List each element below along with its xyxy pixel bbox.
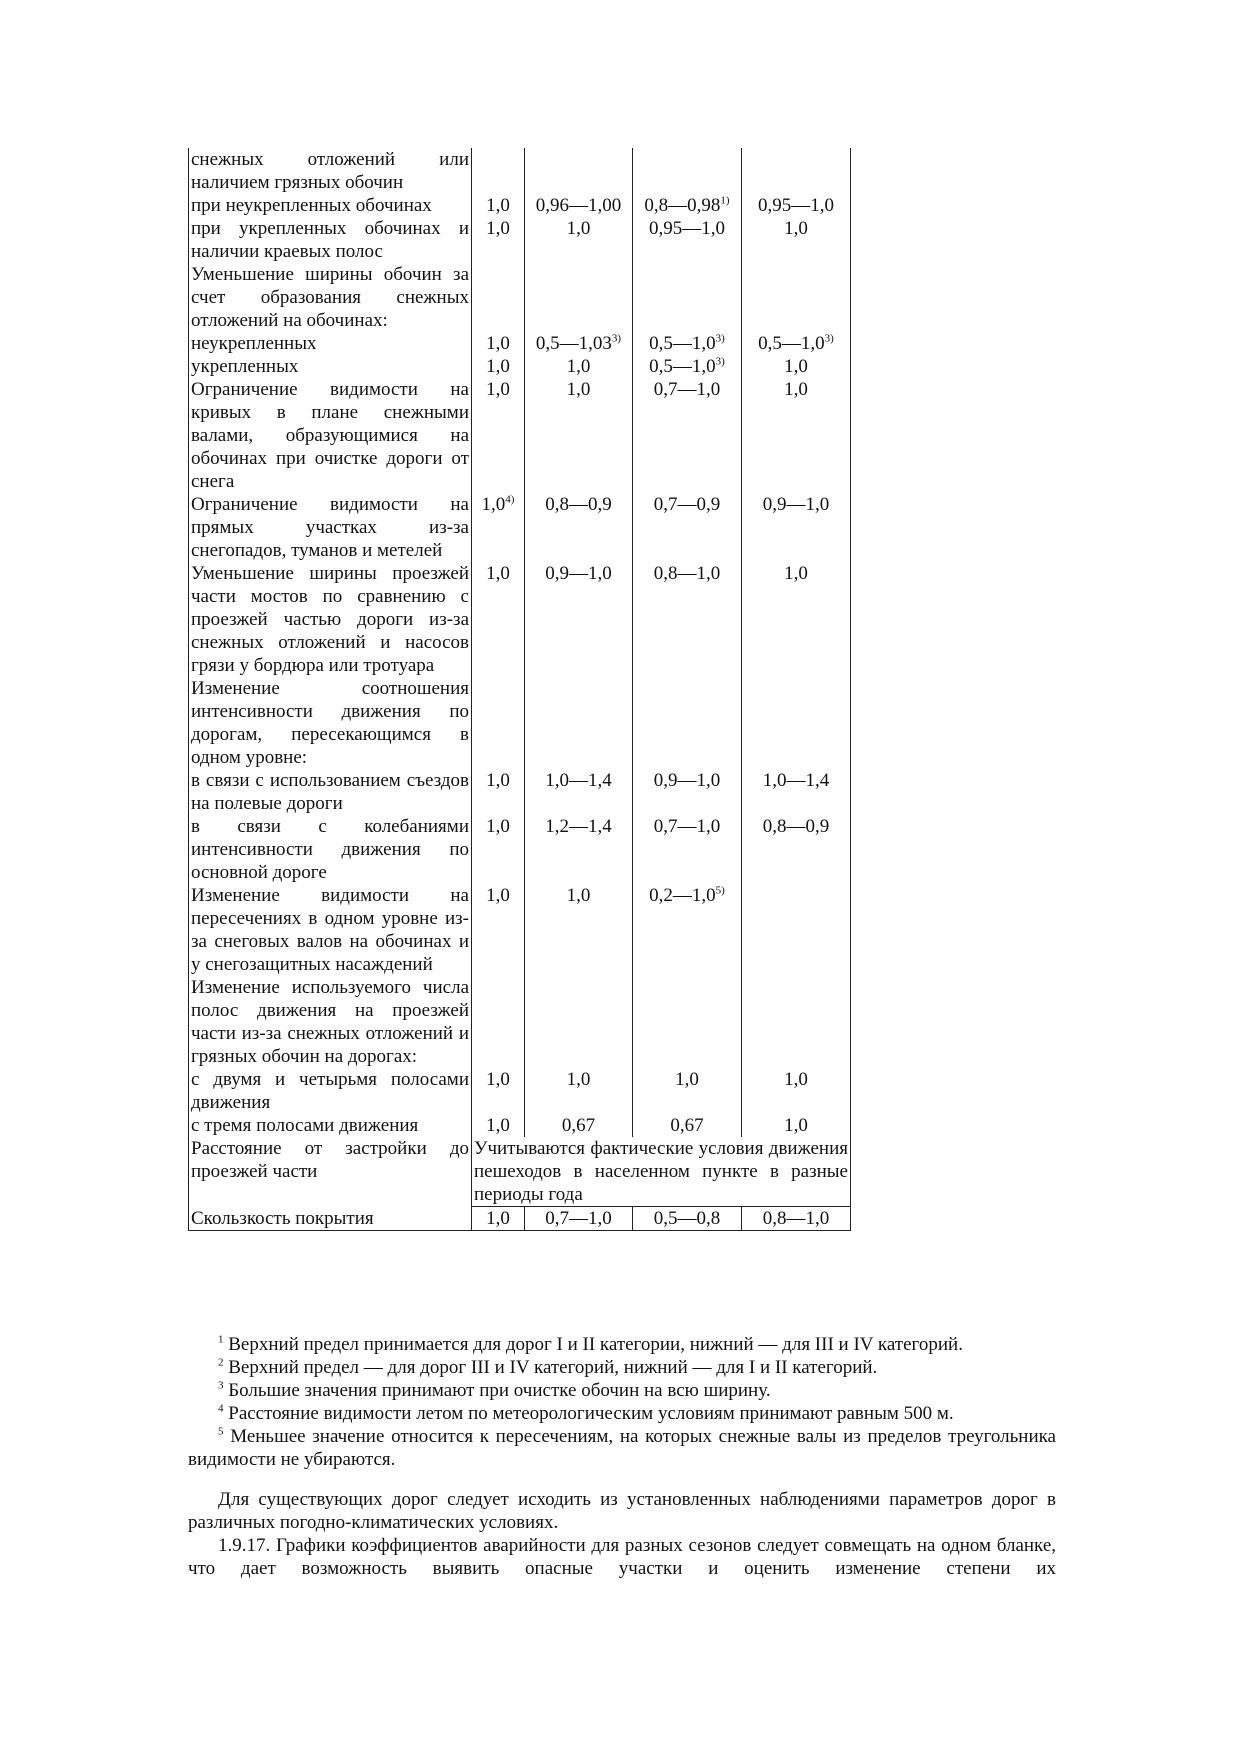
coef-col-1 <box>472 263 525 332</box>
footnote-ref: 1) <box>720 194 730 207</box>
coef-col-3 <box>633 148 742 194</box>
coef-col-1: 1,0 <box>472 815 525 884</box>
footnote-text: Большие значения принимают при очистке обочин на всю ширину. <box>223 1380 771 1401</box>
footnotes <box>188 1333 1056 1471</box>
footnote-ref: 5) <box>715 884 725 897</box>
footnote-ref: 3) <box>824 332 834 345</box>
coef-col-3: 0,9—1,0 <box>633 769 742 815</box>
factor-description: Расстояние от застройки до проезжей части <box>189 1137 472 1207</box>
table-row <box>189 1207 851 1231</box>
footnote-ref: 3) <box>715 355 725 368</box>
coefficients-table <box>188 148 851 1231</box>
footnote-ref: 3) <box>715 332 725 345</box>
factor-description: Уменьшение ширины проезжей части мостов по сравнению с проезжей частью дороги из-за снежных отложений и насосов грязи у бордюра или тротуара <box>189 562 472 677</box>
factor-description: Изменение соотношения интенсивности движения по дорогам, пересекающимся в одном уровне: <box>189 677 472 769</box>
factor-description: с тремя полосами движения <box>189 1114 472 1137</box>
table-row <box>189 884 851 976</box>
factor-description: при укрепленных обочинах и наличии краевых полос <box>189 217 472 263</box>
coef-col-4: 1,0—1,4 <box>742 769 851 815</box>
coef-col-2: 1,0 <box>525 378 633 493</box>
coef-col-4: 0,9—1,0 <box>742 493 851 562</box>
table-row <box>189 1137 851 1207</box>
coef-col-3: 0,5—0,8 <box>633 1207 742 1231</box>
footnote-number: 4 <box>218 1402 224 1415</box>
table-row <box>189 1068 851 1114</box>
factor-description: Изменение видимости на пересечениях в одном уровне из-за снеговых валов на обочинах и у снегозащитных насаждений <box>189 884 472 976</box>
footnote-4 <box>188 1402 1056 1425</box>
table-row <box>189 355 851 378</box>
factor-description: в связи с использованием съездов на полевые дороги <box>189 769 472 815</box>
coef-col-4: 0,5—1,0$^{3)}$ <box>742 332 851 355</box>
footnote-text: Расстояние видимости летом по метеорологическим условиям принимают равным 500 м. <box>223 1403 954 1424</box>
coef-col-4: 1,0 <box>742 1068 851 1114</box>
coef-col-1: 1,0 <box>472 355 525 378</box>
factor-description: неукрепленных <box>189 332 472 355</box>
coef-col-4 <box>742 884 851 976</box>
footnote-number: 5 <box>218 1425 224 1438</box>
coef-col-4: 1,0 <box>742 217 851 263</box>
coef-col-1: 1,0 <box>472 1068 525 1114</box>
paragraph-1-9-17: 1.9.17. Графики коэффициентов аварийности для разных сезонов следует совмещать на одном бланке, что дает возможность выявить опасные участки и оценить изменение степени их <box>188 1535 1056 1579</box>
coef-col-1: 1,0 <box>472 884 525 976</box>
table-row <box>189 677 851 769</box>
coef-col-3: 0,5—1,0$^{3)}$ <box>633 355 742 378</box>
coef-col-3 <box>633 677 742 769</box>
coef-col-3 <box>633 976 742 1068</box>
coef-col-1: 1,0 <box>472 217 525 263</box>
coef-col-1: 1,0 <box>472 378 525 493</box>
coef-col-2: 0,5—1,03$^{3)}$ <box>525 332 633 355</box>
coef-col-3: 0,67 <box>633 1114 742 1137</box>
coef-col-2 <box>525 263 633 332</box>
factor-description: в связи с колебаниями интенсивности движения по основной дороге <box>189 815 472 884</box>
footnote-text: Верхний предел принимается для дорог I и II категории, нижний — для III и IV категорий. <box>223 1334 963 1355</box>
coef-col-2: 0,7—1,0 <box>525 1207 633 1231</box>
table-row <box>189 815 851 884</box>
coef-col-4: 0,95—1,0 <box>742 194 851 217</box>
coef-col-3: 0,7—0,9 <box>633 493 742 562</box>
coef-col-2: 0,96—1,00 <box>525 194 633 217</box>
table-row <box>189 194 851 217</box>
coef-col-2: 0,67 <box>525 1114 633 1137</box>
coef-col-1: 1,0 <box>472 332 525 355</box>
coef-col-3: 0,95—1,0 <box>633 217 742 263</box>
coef-col-1: 1,0 <box>472 769 525 815</box>
coef-col-1: 1,0$^{4)}$ <box>472 493 525 562</box>
table-row <box>189 769 851 815</box>
coef-col-3: 0,5—1,0$^{3)}$ <box>633 332 742 355</box>
coef-col-2: 1,0 <box>525 1068 633 1114</box>
footnote-number: 2 <box>218 1356 224 1369</box>
footnote-3 <box>188 1379 1056 1402</box>
factor-description: при неукрепленных обочинах <box>189 194 472 217</box>
coef-col-1: 1,0 <box>472 1207 525 1231</box>
footnote-number: 1 <box>218 1333 224 1346</box>
table-row <box>189 493 851 562</box>
footnote-2 <box>188 1356 1056 1379</box>
table-row <box>189 378 851 493</box>
footnote-text: Верхний предел — для дорог III и IV категорий, нижний — для I и II категорий. <box>223 1357 878 1378</box>
table-row <box>189 1114 851 1137</box>
coef-col-3: 0,8—1,0 <box>633 562 742 677</box>
coef-col-2 <box>525 976 633 1068</box>
coef-col-2: 1,2—1,4 <box>525 815 633 884</box>
factor-description: укрепленных <box>189 355 472 378</box>
factor-description: снежных отложений или наличием грязных обочин <box>189 148 472 194</box>
table-row <box>189 263 851 332</box>
coef-col-4: 1,0 <box>742 378 851 493</box>
coef-col-1 <box>472 148 525 194</box>
coef-col-2: 1,0 <box>525 355 633 378</box>
distance-note: Учитываются фактические условия движения пешеходов в населенном пункте в разные периоды года <box>472 1137 851 1207</box>
footnote-text: Меньшее значение относится к пересечениям, на которых снежные валы из пределов треугольника видимости не убираются. <box>188 1426 1056 1470</box>
footnote-5 <box>188 1425 1056 1471</box>
coef-col-3 <box>633 263 742 332</box>
coef-col-2: 0,9—1,0 <box>525 562 633 677</box>
coef-col-4 <box>742 677 851 769</box>
coef-col-1 <box>472 976 525 1068</box>
coef-col-4: 1,0 <box>742 1114 851 1137</box>
table-row <box>189 976 851 1068</box>
factor-description: Ограничение видимости на прямых участках из-за снегопадов, туманов и метелей <box>189 493 472 562</box>
coef-col-2: 1,0 <box>525 884 633 976</box>
factor-description: с двумя и четырьмя полосами движения <box>189 1068 472 1114</box>
paragraph-existing-roads: Для существующих дорог следует исходить из установленных наблюдениями параметров дорог в различных погодно-климатических условиях. <box>188 1489 1056 1533</box>
coef-col-3: 0,2—1,0$^{5)}$ <box>633 884 742 976</box>
coef-col-4 <box>742 976 851 1068</box>
factor-description: Изменение используемого числа полос движения на проезжей части из-за снежных отложений и грязных обочин на дорогах: <box>189 976 472 1068</box>
factor-description: Ограничение видимости на кривых в плане снежными валами, образующимися на обочинах при очистке дороги от снега <box>189 378 472 493</box>
factor-description: Уменьшение ширины обочин за счет образования снежных отложений на обочинах: <box>189 263 472 332</box>
coef-col-4: 0,8—0,9 <box>742 815 851 884</box>
table-row <box>189 562 851 677</box>
coef-col-3: 0,8—0,98$^{1)}$ <box>633 194 742 217</box>
coef-col-2: 1,0 <box>525 217 633 263</box>
coef-col-2 <box>525 677 633 769</box>
coef-col-4: 1,0 <box>742 355 851 378</box>
coef-col-1: 1,0 <box>472 562 525 677</box>
coef-col-1: 1,0 <box>472 194 525 217</box>
coef-col-3: 0,7—1,0 <box>633 378 742 493</box>
coef-col-3: 0,7—1,0 <box>633 815 742 884</box>
coef-col-4 <box>742 263 851 332</box>
footnote-1 <box>188 1333 1056 1356</box>
footnote-ref: 4) <box>505 493 515 506</box>
table-row <box>189 148 851 194</box>
coef-col-1: 1,0 <box>472 1114 525 1137</box>
table-row <box>189 217 851 263</box>
coef-col-4 <box>742 148 851 194</box>
coef-col-1 <box>472 677 525 769</box>
coef-col-3: 1,0 <box>633 1068 742 1114</box>
factor-description: Скользкость покрытия <box>189 1207 472 1231</box>
coef-col-4: 1,0 <box>742 562 851 677</box>
table-row <box>189 332 851 355</box>
coef-col-2: 1,0—1,4 <box>525 769 633 815</box>
coef-col-2: 0,8—0,9 <box>525 493 633 562</box>
footnote-ref: 3) <box>611 332 622 345</box>
footnote-number: 3 <box>218 1379 224 1392</box>
coef-col-2 <box>525 148 633 194</box>
coef-col-4: 0,8—1,0 <box>742 1207 851 1231</box>
